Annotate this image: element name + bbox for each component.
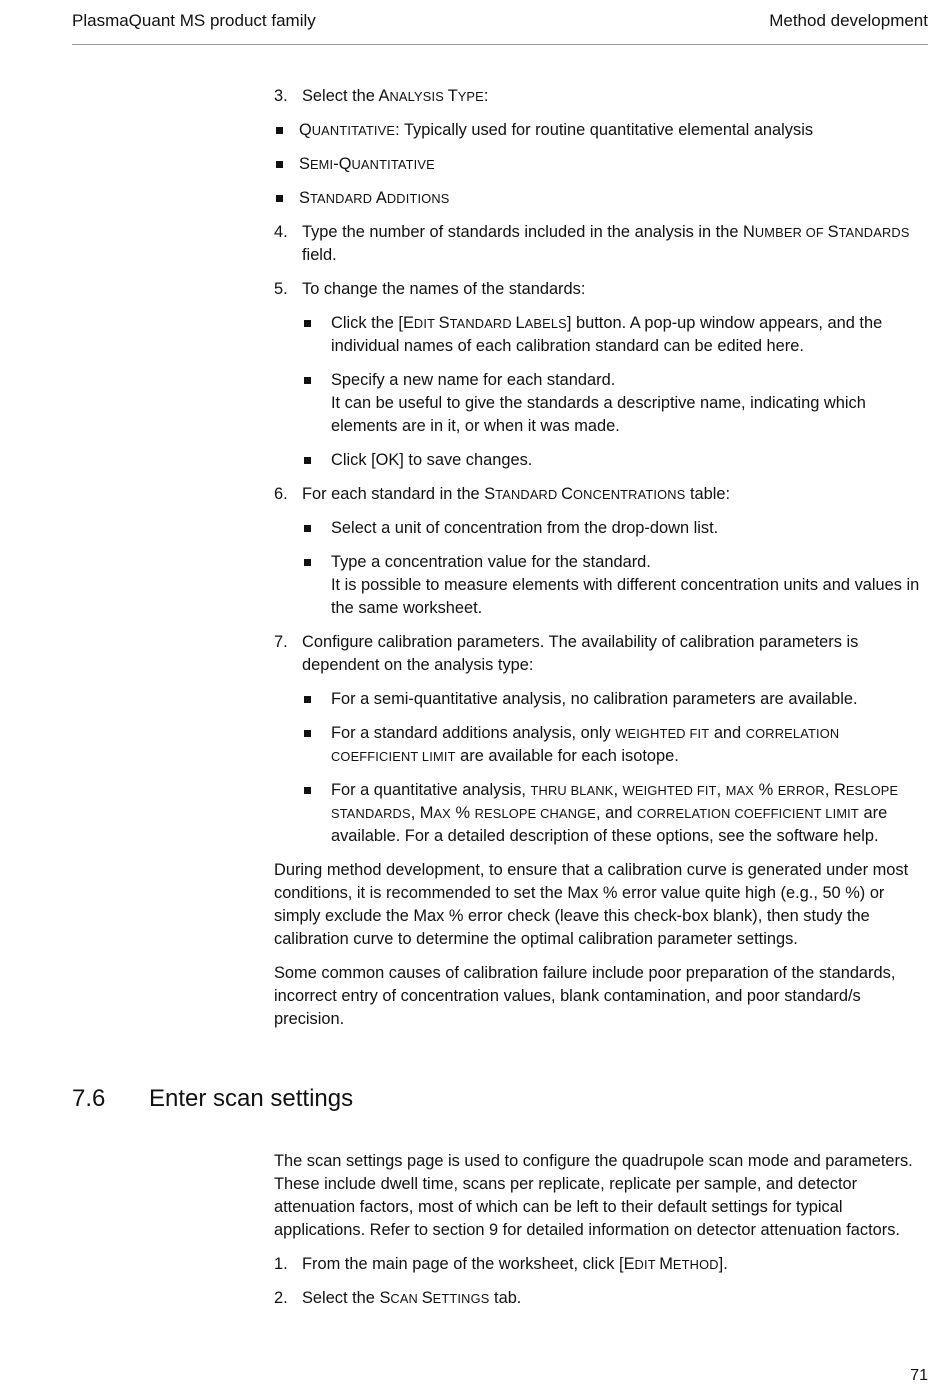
bullet-text: % [450, 804, 475, 822]
bullet-type-concentration [302, 551, 930, 620]
bullet-select-unit [302, 517, 930, 540]
ui-term: Q [299, 121, 312, 139]
bullet-text: , [716, 781, 726, 799]
ui-term: DIT [634, 1257, 660, 1272]
ui-term: RESLOPE CHANGE [474, 806, 597, 821]
ui-term: A [375, 189, 387, 207]
ui-term: L [515, 314, 525, 332]
bullet-square-icon [276, 161, 283, 168]
ui-term: S [438, 314, 450, 332]
ui-term: N [743, 223, 755, 241]
bullet-text: % [754, 781, 778, 799]
bullet-text: are available. For a detailed description of these options, see the software help. [331, 804, 888, 845]
ui-term: -Q [333, 155, 352, 173]
paragraph-calibration-failure: Some common causes of calibration failure include poor preparation of the standards, incorrect entry of concentration values, blank contamination, and poor standard/s precision. [274, 964, 896, 1028]
ui-term: S [299, 189, 310, 207]
bullet-text: Specify a new name for each standard. [331, 371, 616, 389]
ui-term: T [447, 87, 458, 105]
step-number: 7. [274, 633, 288, 651]
bullet-text: : Typically used for routine quantitative elemental analysis [395, 121, 814, 139]
bullet-note: It can be useful to give the standards a descriptive name, indicating which elements are in it, or when it was made. [331, 394, 866, 435]
ui-term: UANTITATIVE [351, 157, 435, 172]
step-text: : [483, 87, 489, 105]
step-text: Select the [302, 87, 379, 105]
paragraph-scan-settings-intro: The scan settings page is used to configure the quadrupole scan mode and parameters. These include dwell time, scans per replicate, replicate per sample, and detector attenuation factors, most of which can be left to their default settings for typical applications. Refer to section 9 for detailed information on detector attenuation factors. [274, 1152, 913, 1239]
bullet-quantitative-params [302, 779, 930, 848]
header-chapter-title: Method development [769, 11, 928, 30]
bullet-text: , R [824, 781, 846, 799]
bullet-text: For a quantitative analysis, [331, 781, 531, 799]
bullet-note: It is possible to measure elements with different concentration units and values in the same worksheet. [331, 576, 920, 617]
ui-term: THRU BLANK [530, 783, 614, 798]
procedure-content [274, 85, 930, 1042]
ui-term: NALYSIS [389, 89, 448, 104]
bullet-square-icon [304, 696, 311, 703]
ui-term: E [402, 314, 414, 332]
bullet-text: ] button. A pop-up window appears, and the individual names of each calibration standard can be edited here. [331, 314, 883, 355]
section-number: 7.6 [72, 1085, 106, 1112]
page-number: 71 [910, 1367, 928, 1384]
step-4 [274, 221, 930, 267]
bullet-text: For a standard additions analysis, only [331, 724, 616, 742]
bullet-text: Type a concentration value for the standard. [331, 553, 651, 571]
ui-term: TANDARD [495, 487, 562, 502]
ui-term: ONCENTRATIONS [573, 487, 686, 502]
ui-term: ABELS [524, 316, 567, 331]
ui-term: WEIGHTED FIT [622, 783, 717, 798]
step-text: tab. [489, 1289, 522, 1307]
bullet-text: , [613, 781, 623, 799]
step-text: Type the number of standards included in the analysis in the [302, 223, 743, 241]
step-number: 2. [274, 1289, 288, 1307]
step-5 [274, 278, 930, 301]
bullet-text: are available for each isotope. [455, 747, 679, 765]
step-text: ]. [718, 1255, 728, 1273]
step-text: field. [302, 246, 337, 264]
paragraph-method-development: During method development, to ensure that a calibration curve is generated under most conditions, it is recommended to set the Max % error value quite high (e.g., 50 %) or simply exclude the Max % error check (leave this check-box blank), then study the calibration curve to determine the optimal calibration parameter settings. [274, 861, 909, 948]
bullet-square-icon [304, 457, 311, 464]
bullet-specify-name [302, 369, 930, 438]
bullet-standard-additions-params [302, 722, 930, 768]
ui-term: DIT [413, 316, 439, 331]
bullet-text: , M [410, 804, 434, 822]
bullet-square-icon [304, 525, 311, 532]
ui-term: EMI [309, 157, 334, 172]
ui-term: MAX [725, 783, 755, 798]
bullet-square-icon [304, 377, 311, 384]
step-text: To change the names of the standards: [302, 280, 586, 298]
bullet-text: For a semi-quantitative analysis, no calibration parameters are available. [331, 690, 858, 708]
ui-term: C [561, 485, 573, 503]
step-7 [274, 631, 930, 677]
bullet-quantitative [274, 119, 930, 142]
ui-term: ETTINGS [432, 1291, 490, 1306]
bullet-semi-quantitative-params [302, 688, 930, 711]
bullet-square-icon [276, 127, 283, 134]
bullet-square-icon [304, 320, 311, 327]
ui-term: CAN [390, 1291, 422, 1306]
step-number: 5. [274, 280, 288, 298]
ui-term: ETHOD [672, 1257, 719, 1272]
bullet-text: Click the [ [331, 314, 403, 332]
bullet-click-ok [302, 449, 930, 472]
step-number: 6. [274, 485, 288, 503]
step-3 [274, 85, 930, 108]
step-6 [274, 483, 930, 506]
ui-term: TANDARD [309, 191, 376, 206]
bullet-semi-quantitative [274, 153, 930, 176]
bullet-square-icon [304, 787, 311, 794]
step-number: 4. [274, 223, 288, 241]
ui-term: YPE [457, 89, 484, 104]
bullet-standard-additions [274, 187, 930, 210]
ui-term: UANTITATIVE [311, 123, 396, 138]
ui-term: ESLOPE STANDARDS [331, 783, 899, 821]
ui-term: CORRELATION COEFFICIENT LIMIT [637, 806, 859, 821]
ui-term: S [299, 155, 310, 173]
bullet-text: Select a unit of concentration from the drop-down list. [331, 519, 719, 537]
section-title: Enter scan settings [149, 1085, 354, 1112]
step-text: From the main page of the worksheet, click [ [302, 1255, 624, 1273]
bullet-square-icon [304, 730, 311, 737]
step-number: 1. [274, 1255, 288, 1273]
ui-term: AX [433, 806, 451, 821]
ui-term: M [659, 1255, 673, 1273]
bullet-text: and [709, 724, 746, 742]
ui-term: A [378, 87, 390, 105]
step-1 [274, 1253, 930, 1276]
bullet-square-icon [276, 195, 283, 202]
bullet-text: , and [596, 804, 638, 822]
bullet-text: Click [OK] to save changes. [331, 451, 533, 469]
ui-term: ERROR [777, 783, 825, 798]
ui-term: DDITIONS [386, 191, 450, 206]
scan-settings-content [274, 1150, 930, 1321]
ui-term: TANDARD [449, 316, 516, 331]
ui-term: E [623, 1255, 635, 1273]
step-text: For each standard in the [302, 485, 485, 503]
step-text: Select the [302, 1289, 380, 1307]
ui-term: WEIGHTED FIT [615, 726, 710, 741]
step-text: table: [685, 485, 731, 503]
ui-term: S [827, 223, 839, 241]
step-text: Configure calibration parameters. The availability of calibration parameters is dependent on the analysis type: [302, 633, 859, 674]
ui-term: UMBER OF [754, 225, 828, 240]
running-header [72, 8, 928, 45]
ui-term: S [379, 1289, 391, 1307]
ui-term: TANDARDS [838, 225, 910, 240]
header-product-family: PlasmaQuant MS product family [72, 11, 316, 30]
ui-term: S [484, 485, 496, 503]
bullet-square-icon [304, 559, 311, 566]
bullet-edit-standard-labels [302, 312, 930, 358]
step-number: 3. [274, 87, 288, 105]
ui-term: CORRELATION COEFFICIENT LIMIT [331, 726, 840, 764]
step-2 [274, 1287, 930, 1310]
ui-term: S [421, 1289, 433, 1307]
